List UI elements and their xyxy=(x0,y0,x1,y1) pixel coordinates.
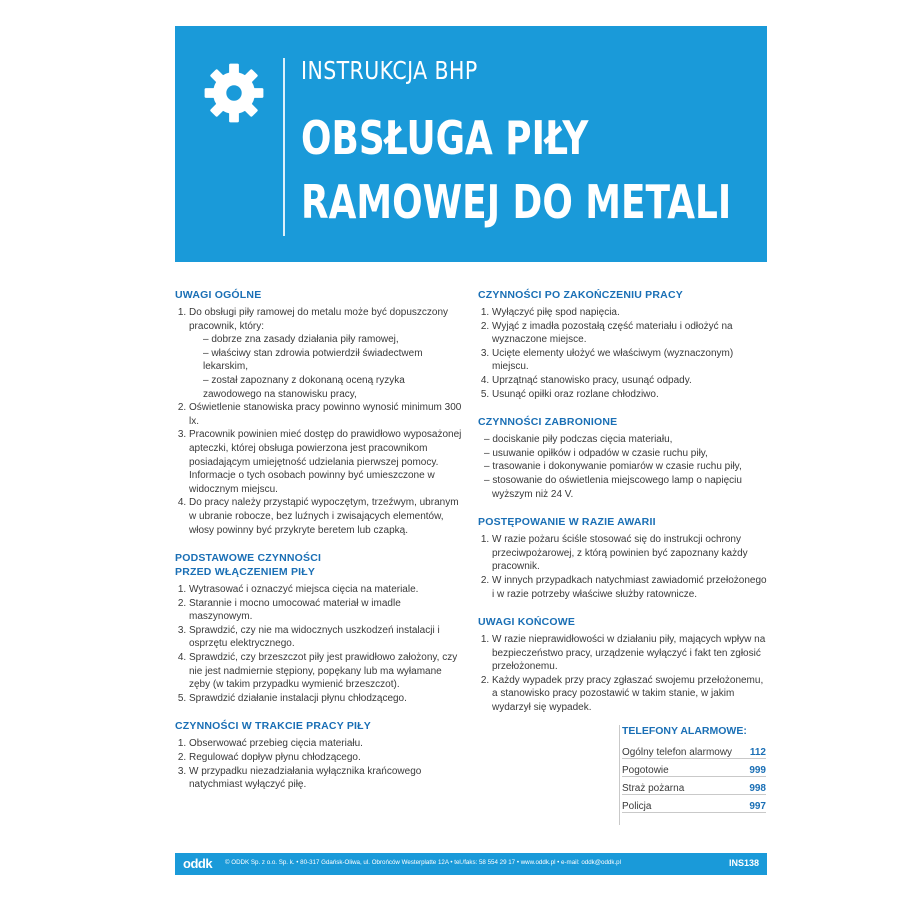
section-after-work xyxy=(478,288,767,401)
section-title: CZYNNOŚCI PO ZAKOŃCZENIU PRACY xyxy=(478,289,683,301)
header-banner xyxy=(175,26,767,262)
list-item: 1. Wytrasować i oznaczyć miejsca cięcia na materiale. xyxy=(189,583,463,597)
section-forbidden xyxy=(478,415,767,501)
section-title-line: PODSTAWOWE CZYNNOŚCI xyxy=(175,552,322,565)
section-title xyxy=(175,551,463,579)
list-item: 1. W razie nieprawidłowości w działaniu piły, mających wpływ na bezpieczeństwo pracy, urządzenie wyłączyć i fakt ten zgłosić przełożonemu. xyxy=(492,633,767,674)
list-item-text: Do obsługi piły ramowej do metalu może być dopuszczony pracownik, który: xyxy=(189,307,449,332)
section-title-line: PRZED WŁĄCZENIEM PIŁY xyxy=(175,566,316,579)
phone-row xyxy=(622,777,766,795)
section-title: CZYNNOŚCI ZABRONIONE xyxy=(478,416,618,429)
list-item: 2. Wyjąć z imadła pozostałą część materiału i odłożyć na wyznaczone miejsce. xyxy=(492,320,767,347)
phone-label: Straż pożarna xyxy=(622,783,685,794)
phone-number: 112 xyxy=(749,747,766,758)
page-title xyxy=(301,106,731,234)
list-item: 2. W innych przypadkach natychmiast zawiadomić przełożonego i w razie potrzeby właściwe służby ratownicze. xyxy=(492,574,767,601)
list-item: 2. Oświetlenie stanowiska pracy powinno wynosić minimum 300 lx. xyxy=(189,401,463,428)
list-item: 1. W razie pożaru ściśle stosować się do instrukcji ochrony przeciwpożarowej, z którą powinien być zapoznany każdy pracownik. xyxy=(492,533,767,574)
header-divider xyxy=(283,58,285,236)
list-item: 4. Sprawdzić, czy brzeszczot piły jest prawidłowo założony, czy nie jest nadmiernie stępiony, popękany lub ma wyłamane zęby (w takim przypadku wymienić brzeszczot). xyxy=(189,651,463,692)
footer-address: © ODDK Sp. z o.o. Sp. k. • 80-317 Gdańsk-Oliwa, ul. Obrońców Westerplatte 12A • tel./faks: 58 554 29 17 • www.oddk.pl • e-mail: oddk@oddk.pl xyxy=(225,859,621,866)
phone-row xyxy=(622,759,766,777)
phone-label: Ogólny telefon alarmowy xyxy=(622,747,733,758)
left-column xyxy=(175,288,463,806)
list-item: 2. Każdy wypadek przy pracy zgłaszać swojemu przełożonemu, a stanowisko pracy pozostawić w takim stanie, w jakim wydarzył się wypadek. xyxy=(492,674,767,715)
emergency-phones xyxy=(622,725,766,813)
oddk-logo: oddk xyxy=(183,856,213,871)
list-item: 3. Ucięte elementy ułożyć we właściwym (wyznaczonym) miejscu. xyxy=(492,347,767,374)
list-item: – stosowanie do oświetlenia miejscowego lamp o napięciu wyższym niż 24 V. xyxy=(492,474,767,501)
section-during-work xyxy=(175,719,463,791)
list-item: 5. Sprawdzić działanie instalacji płynu chłodzącego. xyxy=(189,692,463,706)
gear-icon xyxy=(199,58,269,128)
list-item: 4. Do pracy należy przystąpić wypoczętym, trzeźwym, ubranym w ubranie robocze, bez luźnych i zwisających elementów, włosy powinny być przykryte beretem lub czapką. xyxy=(189,496,463,537)
list-item: 3. W przypadku niezadziałania wyłącznika krańcowego natychmiast wyłączyć piłę. xyxy=(189,765,463,792)
section-final-notes xyxy=(478,615,767,715)
phones-divider xyxy=(619,725,620,825)
section-title: UWAGI OGÓLNE xyxy=(175,289,262,301)
sub-item: – został zapoznany z dokonaną oceną ryzyka zawodowego na stanowisku pracy, xyxy=(203,374,463,401)
list-item: 4. Uprzątnąć stanowisko pracy, usunąć odpady. xyxy=(492,374,767,388)
phones-title: TELEFONY ALARMOWE: xyxy=(622,725,747,737)
list-item: 2. Starannie i mocno umocować materiał w imadle maszynowym. xyxy=(189,597,463,624)
title-line-1: OBSŁUGA PIŁY xyxy=(301,111,589,165)
section-before-start xyxy=(175,551,463,705)
phone-label: Pogotowie xyxy=(622,765,669,776)
list-item: 5. Usunąć opiłki oraz rozlane chłodziwo. xyxy=(492,388,767,402)
header-subtitle: INSTRUKCJA BHP xyxy=(301,56,478,85)
section-general-notes xyxy=(175,288,463,537)
list-item: 2. Regulować dopływ płynu chłodzącego. xyxy=(189,751,463,765)
phone-number: 998 xyxy=(749,783,766,794)
section-emergency xyxy=(478,515,767,601)
list-item: 1. Wyłączyć piłę spod napięcia. xyxy=(492,306,767,320)
list-item: 1. Obserwować przebieg cięcia materiału. xyxy=(189,737,463,751)
instruction-poster xyxy=(175,26,767,878)
footer-bar xyxy=(175,853,767,875)
document-code: INS138 xyxy=(728,858,759,868)
section-title: CZYNNOŚCI W TRAKCIE PRACY PIŁY xyxy=(175,720,371,733)
list-item: 3. Sprawdzić, czy nie ma widocznych uszkodzeń instalacji i osprzętu elektrycznego. xyxy=(189,624,463,651)
sub-item: – właściwy stan zdrowia potwierdził świadectwem lekarskim, xyxy=(203,347,463,374)
sub-item: – dobrze zna zasady działania piły ramowej, xyxy=(203,333,463,347)
title-line-2: RAMOWEJ DO METALI xyxy=(301,175,732,229)
list-item: – usuwanie opiłków i odpadów w czasie ruchu piły, xyxy=(492,447,767,461)
list-item: – dociskanie piły podczas cięcia materiału, xyxy=(492,433,767,447)
phone-row xyxy=(622,741,766,759)
phone-number: 997 xyxy=(749,801,766,812)
right-column xyxy=(478,288,767,729)
phone-number: 999 xyxy=(749,765,766,776)
list-item: 3. Pracownik powinien mieć dostęp do prawidłowo wyposażonej apteczki, której obsługa powierzona jest pracownikom posiadającym umiejętność udzielania pierwszej pomocy. Informacje o tych osobach powinny być umieszczone w widocznym miejscu. xyxy=(189,428,463,496)
section-title: UWAGI KOŃCOWE xyxy=(478,616,576,629)
list-item: – trasowanie i dokonywanie pomiarów w czasie ruchu piły, xyxy=(492,460,767,474)
section-title: POSTĘPOWANIE W RAZIE AWARII xyxy=(478,516,656,529)
phone-label: Policja xyxy=(622,801,652,812)
list-item xyxy=(189,306,463,401)
phone-row xyxy=(622,795,766,813)
